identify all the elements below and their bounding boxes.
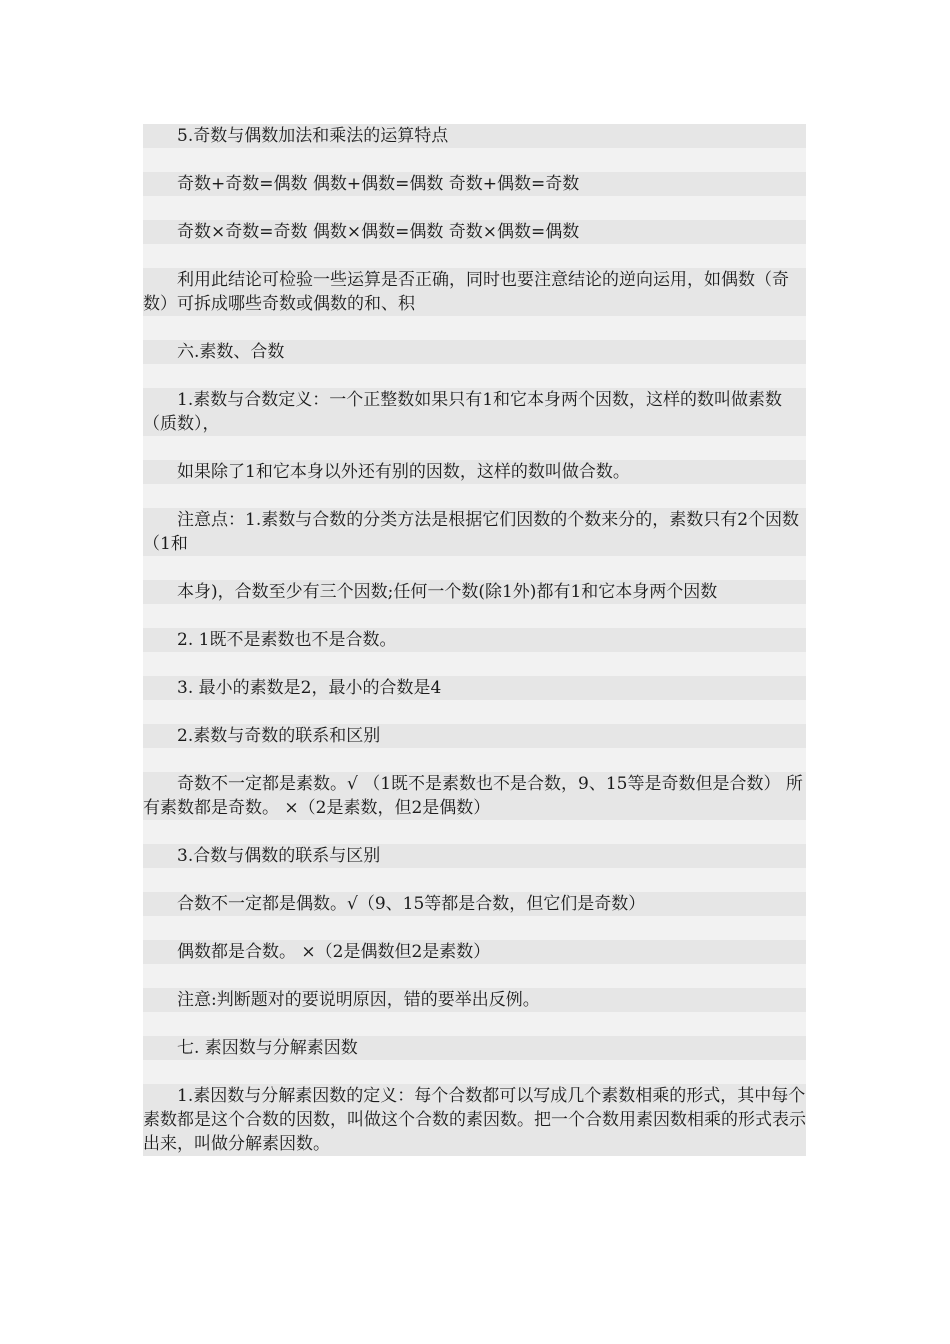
paragraph-gap [143, 964, 806, 988]
paragraph-smallest-numbers: 3. 最小的素数是2，最小的合数是4 [143, 676, 806, 700]
document-body [143, 124, 806, 1156]
paragraph-composite-definition: 如果除了1和它本身以外还有别的因数，这样的数叫做合数。 [143, 460, 806, 484]
paragraph-composite-even-heading: 3.合数与偶数的联系与区别 [143, 844, 806, 868]
paragraph-prime-odd-heading: 2.素数与奇数的联系和区别 [143, 724, 806, 748]
paragraph-gap [143, 316, 806, 340]
paragraph-gap [143, 868, 806, 892]
paragraph-gap [143, 364, 806, 388]
paragraph-gap [143, 1012, 806, 1036]
paragraph-odd-even-heading: 5.奇数与偶数加法和乘法的运算特点 [143, 124, 806, 148]
paragraph-multiplication-rules: 奇数×奇数=奇数 偶数×偶数=偶数 奇数×偶数=偶数 [143, 220, 806, 244]
paragraph-addition-rules: 奇数+奇数=偶数 偶数+偶数=偶数 奇数+偶数=奇数 [143, 172, 806, 196]
paragraph-gap [143, 652, 806, 676]
paragraph-note-classification: 注意点：1.素数与合数的分类方法是根据它们因数的个数来分的，素数只有2个因数（1和 [143, 508, 806, 556]
paragraph-gap [143, 196, 806, 220]
paragraph-gap [143, 916, 806, 940]
section-heading-prime-composite: 六.素数、合数 [143, 340, 806, 364]
paragraph-gap [143, 556, 806, 580]
paragraph-reverse-usage: 利用此结论可检验一些运算是否正确，同时也要注意结论的逆向运用，如偶数（奇数）可拆成哪些奇数或偶数的和、积 [143, 268, 806, 316]
paragraph-even-not-composite: 偶数都是合数。 ×（2是偶数但2是素数） [143, 940, 806, 964]
paragraph-gap [143, 820, 806, 844]
paragraph-gap [143, 244, 806, 268]
paragraph-gap [143, 1060, 806, 1084]
paragraph-prime-definition: 1.素数与合数定义：一个正整数如果只有1和它本身两个因数，这样的数叫做素数（质数）， [143, 388, 806, 436]
paragraph-gap [143, 484, 806, 508]
paragraph-prime-factor-definition: 1.素因数与分解素因数的定义：每个合数都可以写成几个素数相乘的形式，其中每个素数都是这个合数的因数，叫做这个合数的素因数。把一个合数用素因数相乘的形式表示出来，叫做分解素因数。 [143, 1086, 806, 1154]
paragraph-one-neither: 2. 1既不是素数也不是合数。 [143, 628, 806, 652]
paragraph-gap [143, 700, 806, 724]
section-heading-prime-factors: 七. 素因数与分解素因数 [143, 1036, 806, 1060]
paragraph-gap [143, 748, 806, 772]
paragraph-note-factors: 本身)，合数至少有三个因数;任何一个数(除1外)都有1和它本身两个因数 [143, 580, 806, 604]
paragraph-gap [143, 604, 806, 628]
paragraph-judgement-note: 注意:判断题对的要说明原因，错的要举出反例。 [143, 988, 806, 1012]
paragraph-gap [143, 148, 806, 172]
paragraph-prime-odd-detail: 奇数不一定都是素数。√ （1既不是素数也不是合数，9、15等是奇数但是合数） 所有素数都是奇数。 ×（2是素数，但2是偶数） [143, 772, 806, 820]
paragraph-composite-not-even: 合数不一定都是偶数。√（9、15等都是合数，但它们是奇数） [143, 892, 806, 916]
paragraph-gap [143, 436, 806, 460]
